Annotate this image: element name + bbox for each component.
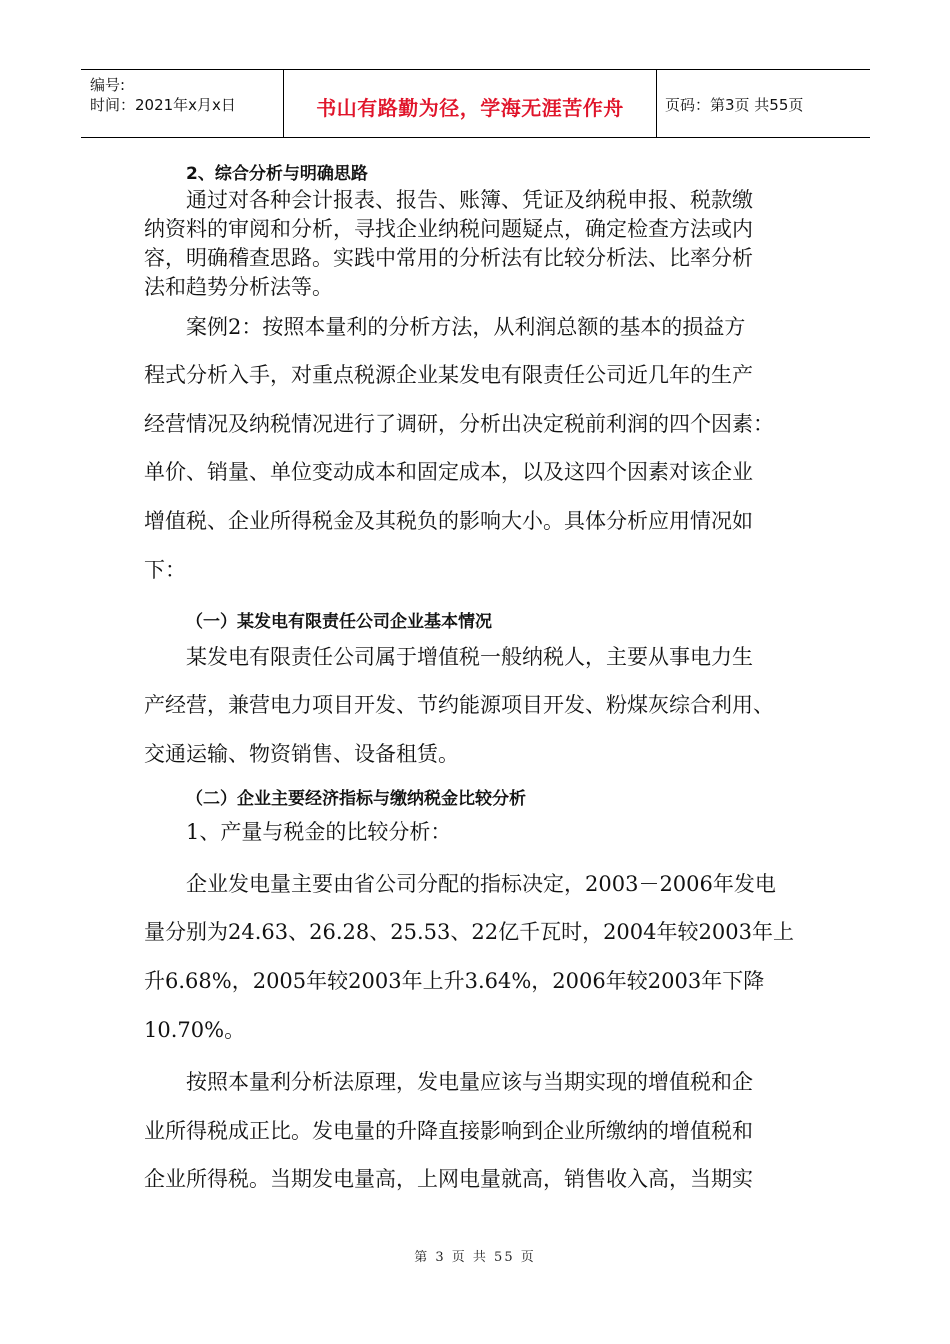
header-info-cell bbox=[81, 70, 284, 137]
text-line: 某发电有限责任公司属于增值税一般纳税人，主要从事电力生 bbox=[186, 645, 753, 669]
text-line: 容，明确稽查思路。实践中常用的分析法有比较分析法、比率分析 bbox=[144, 246, 753, 270]
text-line: 程式分析入手，对重点税源企业某发电有限责任公司近几年的生产 bbox=[144, 363, 753, 387]
text-line: 企业所得税。当期发电量高，上网电量就高，销售收入高，当期实 bbox=[144, 1167, 753, 1191]
header-page-cell bbox=[657, 70, 870, 137]
page-footer: 第 3 页 共 55 页 bbox=[414, 1250, 536, 1265]
text-line: 纳资料的审阅和分析，寻找企业纳税问题疑点，确定检查方法或内 bbox=[144, 217, 753, 241]
header-motto-cell bbox=[284, 70, 657, 137]
text-line: 升6.68%，2005年较2003年上升3.64%，2006年较2003年下降 bbox=[144, 969, 765, 993]
text-line: 案例2：按照本量利的分析方法，从利润总额的基本的损益方 bbox=[186, 315, 746, 339]
document-header bbox=[81, 69, 870, 138]
text-line: 下： bbox=[144, 558, 186, 582]
text-line: 企业发电量主要由省公司分配的指标决定，2003－2006年发电 bbox=[186, 872, 776, 896]
text-line: 业所得税成正比。发电量的升降直接影响到企业所缴纳的增值税和 bbox=[144, 1119, 753, 1143]
document-number-label: 编号: bbox=[90, 76, 126, 94]
header-page-number: 页码：第3页 共55页 bbox=[665, 96, 804, 114]
section-heading: （一）某发电有限责任公司企业基本情况 bbox=[186, 612, 492, 632]
text-line: 10.70%。 bbox=[144, 1018, 246, 1042]
section-heading: （二）企业主要经济指标与缴纳税金比较分析 bbox=[186, 789, 526, 809]
text-line: 通过对各种会计报表、报告、账簿、凭证及纳税申报、税款缴 bbox=[186, 188, 753, 212]
text-line: 经营情况及纳税情况进行了调研，分析出决定税前利润的四个因素： bbox=[144, 412, 774, 436]
section-heading: 2、综合分析与明确思路 bbox=[186, 164, 368, 184]
text-line: 增值税、企业所得税金及其税负的影响大小。具体分析应用情况如 bbox=[144, 509, 753, 533]
document-date-label: 时间：2021年x月x日 bbox=[90, 96, 236, 114]
subsection-heading: 1、产量与税金的比较分析： bbox=[186, 820, 452, 844]
text-line: 法和趋势分析法等。 bbox=[144, 275, 333, 299]
text-line: 交通运输、物资销售、设备租赁。 bbox=[144, 742, 459, 766]
text-line: 按照本量利分析法原理，发电量应该与当期实现的增值税和企 bbox=[186, 1070, 753, 1094]
text-line: 量分别为24.63、26.28、25.53、22亿千瓦时，2004年较2003年上 bbox=[144, 920, 794, 944]
text-line: 产经营，兼营电力项目开发、节约能源项目开发、粉煤灰综合利用、 bbox=[144, 693, 774, 717]
header-motto: 书山有路勤为径，学海无涯苦作舟 bbox=[316, 96, 624, 120]
text-line: 单价、销量、单位变动成本和固定成本，以及这四个因素对该企业 bbox=[144, 460, 753, 484]
